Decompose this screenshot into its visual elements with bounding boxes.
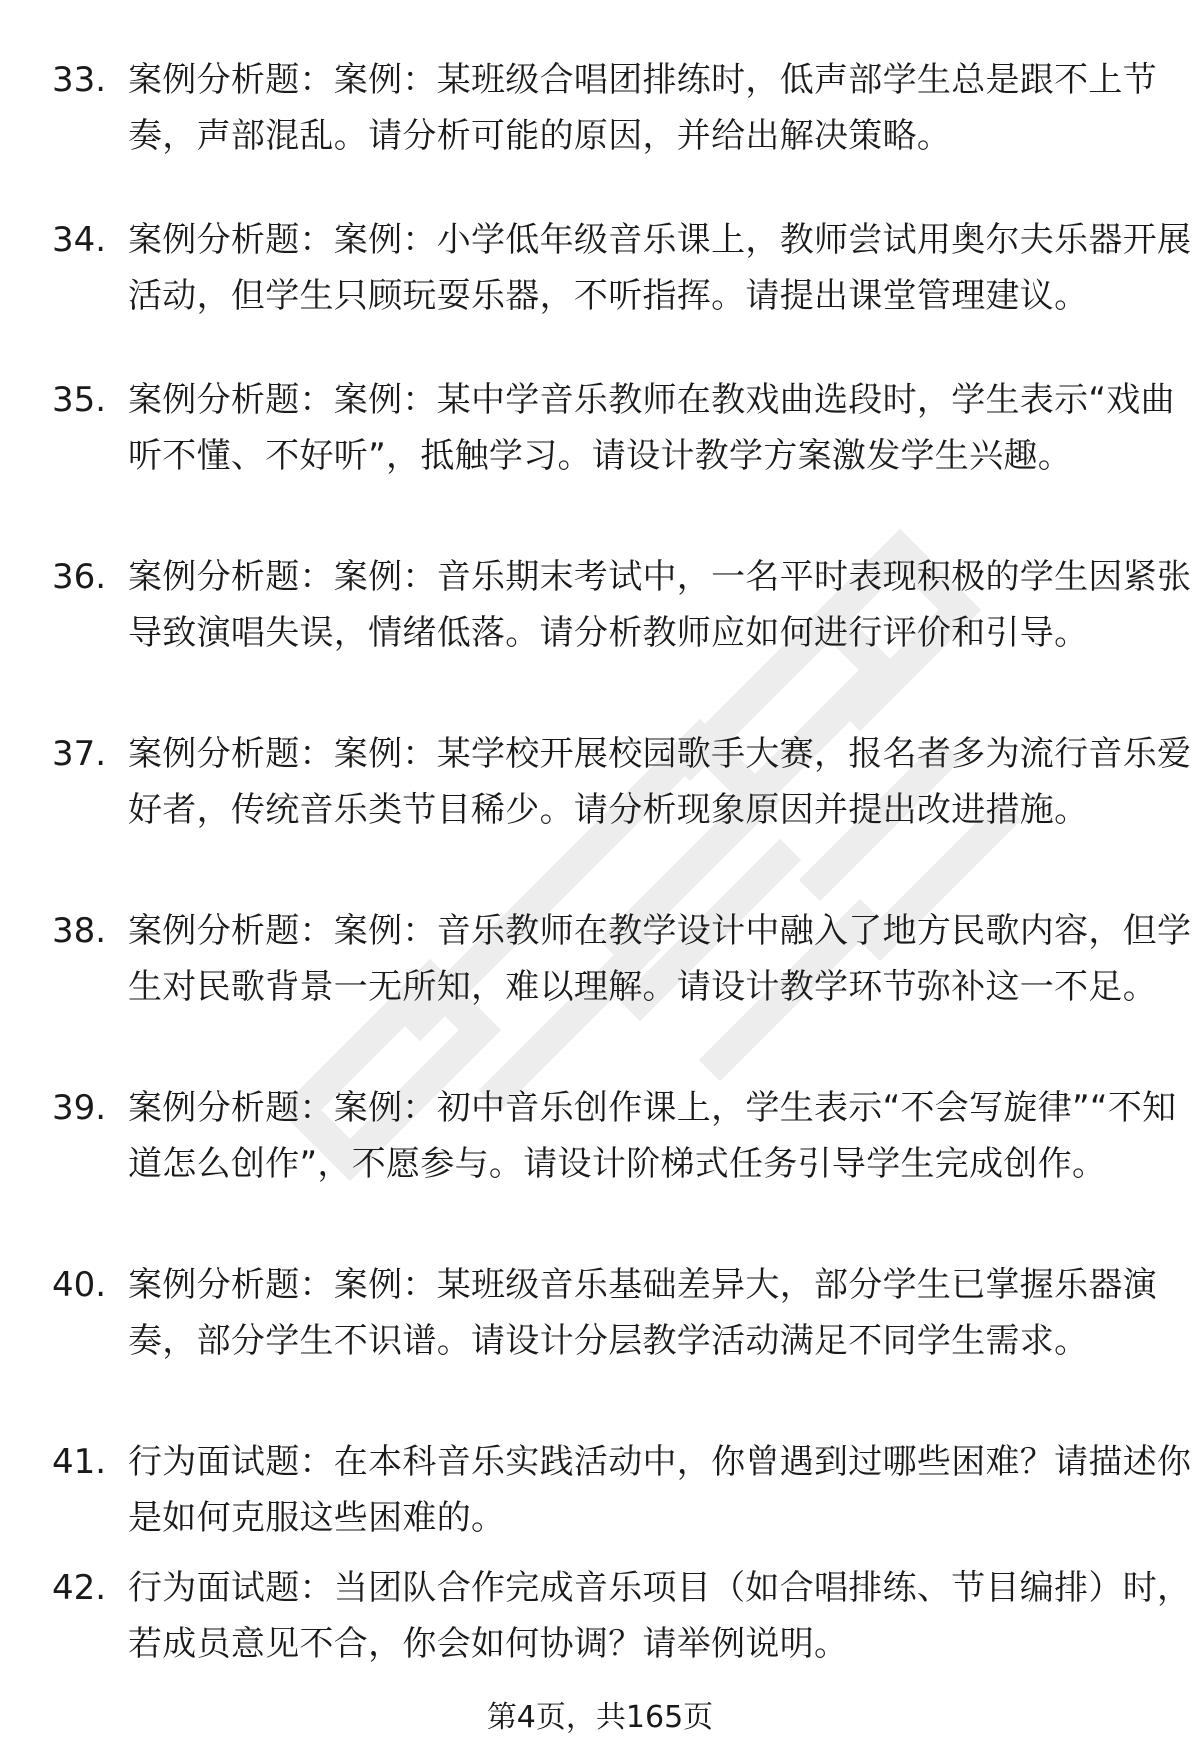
question-number: 42.	[52, 1568, 107, 1608]
question-text: 案例分析题：案例：某班级合唱团排练时，低声部学生总是跟不上节奏，声部混乱。请分析可能的原因，并给出解决策略。	[128, 60, 1157, 156]
question-number: 40.	[52, 1265, 107, 1305]
question-number: 35.	[52, 380, 107, 420]
question-text: 案例分析题：案例：某班级音乐基础差异大，部分学生已掌握乐器演奏，部分学生不识谱。请设计分层教学活动满足不同学生需求。	[128, 1265, 1157, 1361]
question-number: 34.	[52, 220, 107, 260]
question-text: 案例分析题：案例：初中音乐创作课上，学生表示“不会写旋律”“不知道怎么创作”，不愿参与。请设计阶梯式任务引导学生完成创作。	[128, 1088, 1177, 1184]
question-number: 41.	[52, 1442, 107, 1482]
page-footer: 第4页，共165页	[486, 1700, 714, 1735]
question-number: 39.	[52, 1088, 107, 1128]
question-text: 行为面试题：在本科音乐实践活动中，你曾遇到过哪些困难？请描述你是如何克服这些困难的。	[128, 1442, 1192, 1538]
question-text: 案例分析题：案例：音乐教师在教学设计中融入了地方民歌内容，但学生对民歌背景一无所知，难以理解。请设计教学环节弥补这一不足。	[128, 911, 1192, 1007]
question-number: 37.	[52, 734, 107, 774]
question-number: 36.	[52, 557, 107, 597]
question-number: 38.	[52, 911, 107, 951]
question-text: 案例分析题：案例：某学校开展校园歌手大赛，报名者多为流行音乐爱好者，传统音乐类节目稀少。请分析现象原因并提出改进措施。	[128, 734, 1192, 830]
question-number: 33.	[52, 60, 107, 100]
question-text: 案例分析题：案例：小学低年级音乐课上，教师尝试用奥尔夫乐器开展活动，但学生只顾玩耍乐器，不听指挥。请提出课堂管理建议。	[128, 220, 1192, 316]
question-text: 行为面试题：当团队合作完成音乐项目（如合唱排练、节目编排）时，若成员意见不合，你会如何协调？请举例说明。	[128, 1568, 1192, 1664]
question-text: 案例分析题：案例：音乐期末考试中，一名平时表现积极的学生因紧张导致演唱失误，情绪低落。请分析教师应如何进行评价和引导。	[128, 557, 1192, 653]
question-text: 案例分析题：案例：某中学音乐教师在教戏曲选段时，学生表示“戏曲听不懂、不好听”，抵触学习。请设计教学方案激发学生兴趣。	[128, 380, 1175, 476]
